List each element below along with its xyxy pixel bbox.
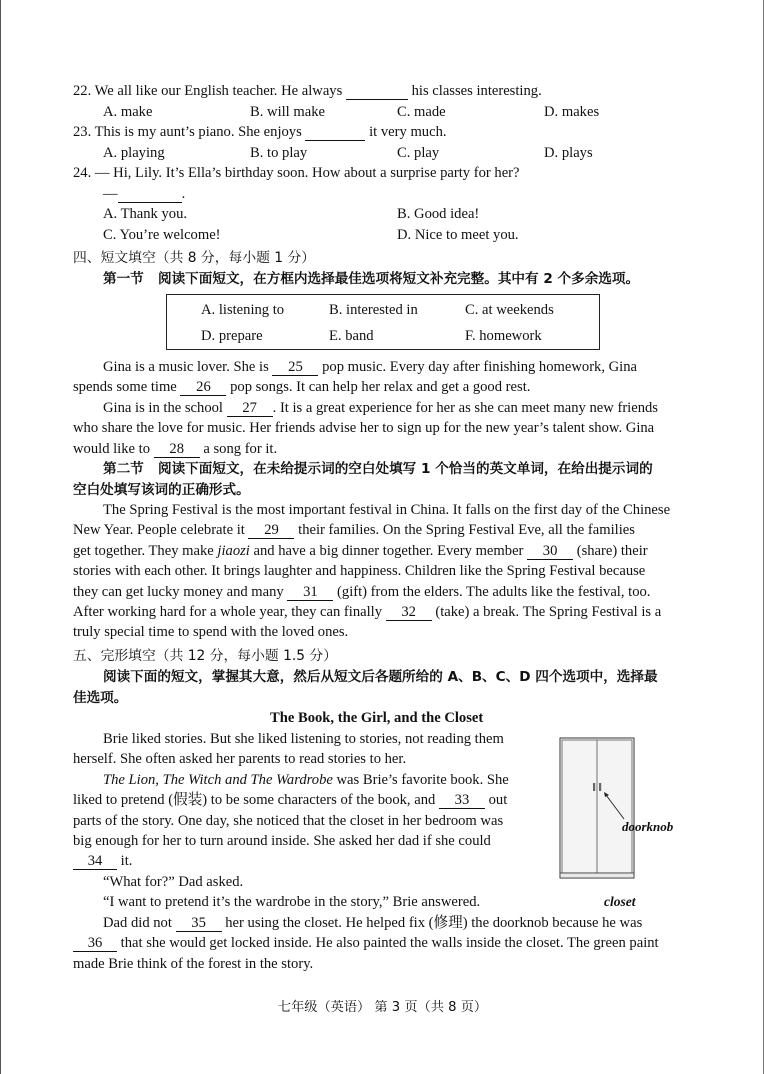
cloze-line: herself. She often asked her parents to read stories to her. [73, 751, 407, 767]
passage-text: her using the closet. He helped fix (修理) the doorknob because he was [225, 915, 643, 931]
option: C. made [397, 104, 446, 120]
box-option: D. prepare [201, 328, 263, 344]
passage-text: it. [120, 853, 133, 869]
option: D. plays [544, 145, 593, 161]
passage-text: New Year. People celebrate it [73, 522, 245, 538]
cloze-line [73, 851, 132, 871]
passage-2-line: The Spring Festival is the most important festival in China. It falls on the first day of the Chinese [103, 502, 671, 518]
doorknob-label: doorknob [622, 819, 674, 834]
passage-text: (gift) from the elders. The adults like the festival, too. [337, 584, 651, 600]
passage-text: pop music. Every day after finishing homework, Gina [322, 359, 638, 375]
reply-dash: — [103, 186, 118, 202]
options-box [166, 294, 600, 350]
question-number: 22. [73, 83, 92, 99]
instruction-text: 阅读下面短文，在方框内选择最佳选项将短文补充完整。其中有 2 个多余选项。 [157, 271, 640, 287]
page-edge-right [763, 0, 764, 1074]
passage-text: that she would get locked inside. He also painted the walls inside the closet. The green paint [120, 935, 659, 951]
page-footer: 七年级（英语） 第 3 页（共 8 页） [277, 1000, 488, 1015]
part-2-instruction [103, 459, 653, 479]
part-title: 第二节 [103, 461, 144, 477]
cloze-line: big enough for her to turn around inside. She asked her dad if she could [73, 833, 491, 849]
answer-blank [118, 186, 182, 203]
passage-1-line [103, 398, 658, 418]
question-number: 23. [73, 124, 92, 140]
passage-1-line [73, 377, 530, 397]
passage-text: Gina is a music lover. She is [103, 359, 269, 375]
passage-text: would like to [73, 441, 151, 457]
option: C. play [397, 145, 440, 161]
box-option: C. at weekends [465, 302, 554, 318]
option: B. will make [250, 104, 325, 120]
question-23-stem [73, 122, 447, 142]
passage-text: After working hard for a whole year, they can finally [73, 604, 383, 620]
passage-text: they can get lucky money and many [73, 584, 284, 600]
cloze-line: made Brie think of the forest in the story. [73, 956, 314, 972]
passage-1-line: who share the love for music. Her friends advise her to sign up for the new year’s talent show. Gina [73, 420, 655, 436]
question-24-stem [73, 163, 520, 183]
option: A. Thank you. [103, 206, 188, 222]
passage-text: a song for it. [203, 441, 278, 457]
cloze-line [73, 790, 507, 810]
option: B. Good idea! [397, 206, 480, 222]
answer-blank [346, 83, 408, 100]
section-4-heading: 四、短文填空（共 8 分，每小题 1 分） [73, 250, 316, 266]
doorknob-right-icon [599, 783, 601, 791]
stem-text: This is my aunt’s piano. She enjoys [94, 124, 302, 140]
option: A. make [103, 104, 153, 120]
option: B. to play [250, 145, 308, 161]
cloze-line [103, 770, 509, 790]
stem-text: — Hi, Lily. It’s Ella’s birthday soon. How about a surprise party for her? [94, 165, 520, 181]
reply-line: — . [103, 186, 186, 202]
blank-31: 31 [287, 584, 333, 601]
passage-text: Dad did not [103, 915, 172, 931]
box-option: B. interested in [329, 302, 418, 318]
option: D. makes [544, 104, 600, 120]
cloze-line: “What for?” Dad asked. [103, 874, 244, 890]
blank-30: 30 [527, 543, 573, 560]
blank-25: 25 [272, 359, 318, 376]
passage-1-line [103, 357, 637, 377]
passage-text: Gina is in the school [103, 400, 223, 416]
part-1-instruction [103, 269, 639, 289]
passage-text: liked to pretend (假装) to be some characters of the book, and [73, 792, 436, 808]
passage-title: The Book, the Girl, and the Closet [270, 710, 484, 726]
option: A. playing [103, 145, 165, 161]
box-option: F. homework [465, 328, 542, 344]
passage-2-line [73, 541, 648, 561]
blank-33: 33 [439, 792, 485, 809]
blank-26: 26 [180, 379, 226, 396]
italic-word: jiaozi [217, 543, 250, 559]
question-number: 24. [73, 165, 92, 181]
passage-text: (take) a break. The Spring Festival is a [435, 604, 662, 620]
blank-32: 32 [386, 604, 432, 621]
passage-2-line [73, 602, 661, 622]
stem-text: We all like our English teacher. He always [94, 83, 343, 99]
blank-36: 36 [73, 935, 117, 952]
page-edge-left [0, 0, 1, 1074]
passage-text: and have a big dinner together. Every member [253, 543, 524, 559]
cloze-line: parts of the story. One day, she noticed that the closet in her bedroom was [73, 813, 504, 829]
passage-2-line: truly special time to spend with the loved ones. [73, 624, 349, 640]
passage-2-line [73, 520, 635, 540]
passage-text: . It is a great experience for her as she can meet many new friends [272, 400, 658, 416]
box-option: E. band [329, 328, 374, 344]
part-title: 第一节 [103, 271, 144, 287]
question-22-stem [73, 81, 542, 101]
section-5-heading: 五、完形填空（共 12 分，每小题 1.5 分） [73, 648, 337, 664]
part-2-instruction-cont: 空白处填写该词的正确形式。 [73, 482, 250, 498]
passage-2-line: stories with each other. It brings laughter and happiness. Children like the Spring Festival because [73, 563, 646, 579]
passage-text: was Brie’s favorite book. She [336, 772, 509, 788]
stem-text: his classes interesting. [411, 83, 542, 99]
option: D. Nice to meet you. [397, 227, 519, 243]
passage-text: get together. They make [73, 543, 214, 559]
stem-text: it very much. [369, 124, 447, 140]
book-title: The Lion, The Witch and The Wardrobe [103, 772, 333, 788]
doorknob-left-icon [593, 783, 595, 791]
passage-1-line [73, 439, 277, 459]
blank-27: 27 [227, 400, 273, 417]
blank-34: 34 [73, 853, 117, 870]
instruction-text: 阅读下面短文，在未给提示词的空白处填写 1 个恰当的英文单词，在给出提示词的 [157, 461, 653, 477]
option: C. You’re welcome! [103, 227, 221, 243]
cloze-line: Brie liked stories. But she liked listening to stories, not reading them [103, 731, 504, 747]
passage-2-line [73, 582, 650, 602]
passage-text: (share) their [576, 543, 648, 559]
section-5-instruction: 阅读下面的短文，掌握其大意，然后从短文后各题所给的 A、B、C、D 四个选项中，选择最 [103, 669, 658, 685]
passage-text: spends some time [73, 379, 177, 395]
closet-caption: closet [604, 894, 636, 909]
cloze-line [103, 913, 642, 933]
blank-29: 29 [248, 522, 294, 539]
box-option: A. listening to [201, 302, 285, 318]
cloze-line [73, 933, 659, 953]
passage-text: their families. On the Spring Festival Eve, all the families [298, 522, 635, 538]
blank-35: 35 [176, 915, 222, 932]
section-5-instruction-cont: 佳选项。 [73, 690, 128, 706]
answer-blank [305, 124, 365, 141]
blank-28: 28 [154, 441, 200, 458]
cloze-line: “I want to pretend it’s the wardrobe in the story,” Brie answered. [103, 894, 481, 910]
passage-text: pop songs. It can help her relax and get a good rest. [230, 379, 531, 395]
passage-text: out [488, 792, 508, 808]
